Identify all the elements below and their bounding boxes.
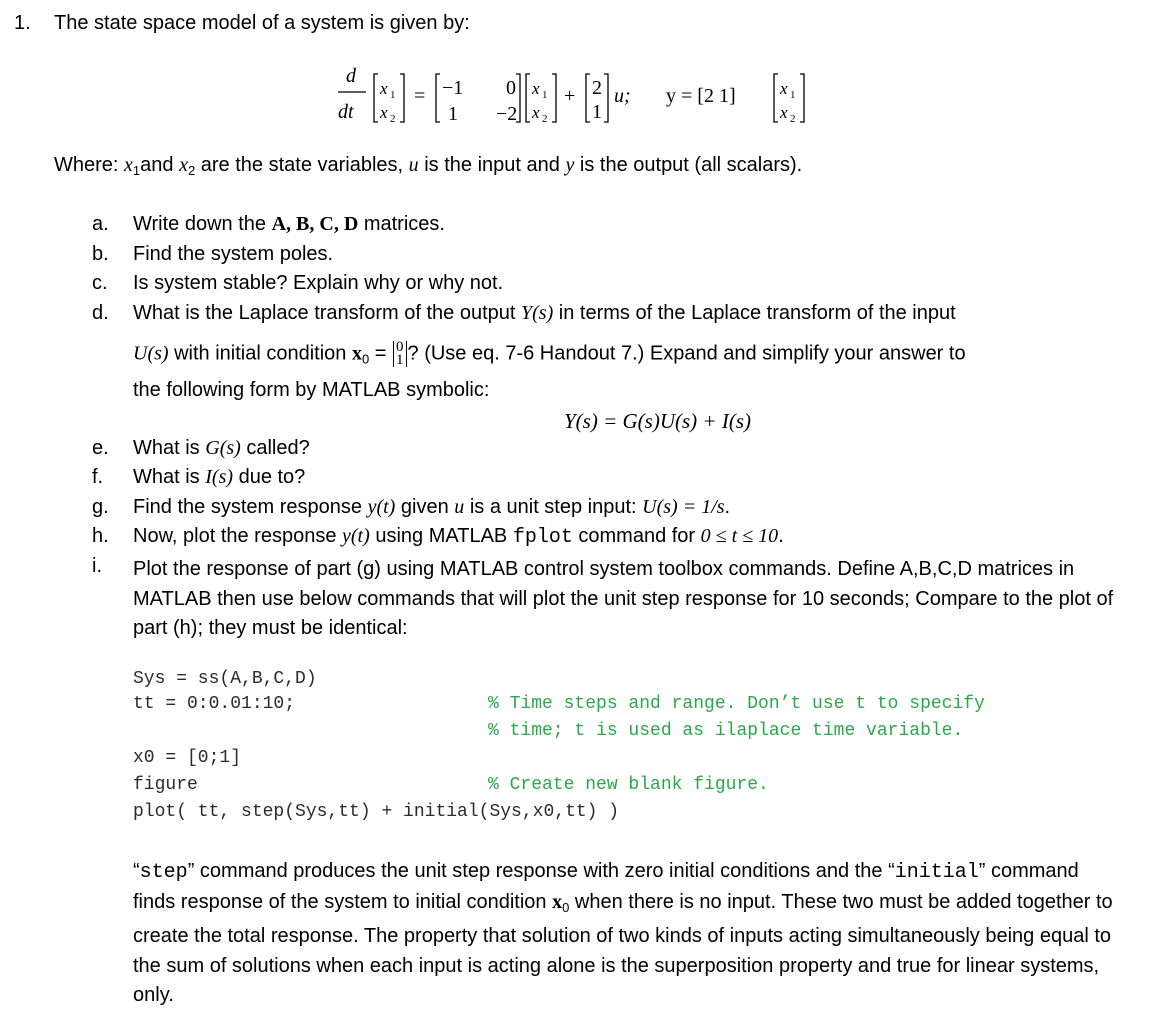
where-line: Where: $x_1and$ $x_2$ are the state variables, u is the input and y is the output (all scalars).	[54, 154, 803, 178]
item-d-letter: d.	[92, 302, 109, 324]
item-b-letter: b.	[92, 243, 109, 265]
item-g: Find the system response y(t) given u is a unit step input: U(s) = 1/s.	[133, 496, 731, 518]
svg-text:=: =	[414, 85, 426, 107]
svg-text:+: +	[564, 85, 576, 107]
closing-paragraph: “step” command produces the unit step response with zero initial conditions and the “initial” command finds response of the system to initial condition $x_0$ when there is no input. These two must be added together to create the total response. The property that solution of two kinds of inputs acting simultaneously being equal to the sum of solutions when each input is acting alone is the superposition property and true for linear systems, only.	[133, 860, 1113, 1006]
item-b: Find the system poles.	[133, 243, 334, 265]
svg-text:x: x	[532, 103, 540, 122]
item-h: Now, plot the response y(t) using MATLAB fplot command for 0 ≤ t ≤ 10.	[133, 525, 784, 549]
item-g-letter: g.	[92, 496, 109, 518]
code-line-3: x0 = [0;1]	[133, 748, 242, 768]
question-number: 1.	[14, 12, 31, 34]
svg-text:2: 2	[390, 113, 396, 125]
eq-a12: 0	[506, 77, 516, 99]
eq-a21: 1	[448, 103, 458, 125]
item-c: Is system stable? Explain why or why not.	[133, 272, 504, 294]
code-line-5: plot( tt, step(Sys,tt) + initial(Sys,x0,tt) )	[133, 802, 620, 822]
x0-vector: 0 1	[393, 341, 407, 367]
state-space-equation	[330, 60, 890, 130]
item-a: Write down the A, B, C, D matrices.	[133, 213, 445, 235]
eq-b2: 1	[592, 101, 602, 123]
eq-dt: dt	[338, 101, 354, 123]
eq-x1: x	[380, 79, 388, 98]
svg-text:1: 1	[542, 89, 548, 101]
code-comment-2b: % time; t is used as ilaplace time variable.	[488, 721, 964, 741]
code-comment-2a: % Time steps and range. Don’t use t to specify	[488, 694, 985, 714]
code-line-2: tt = 0:0.01:10;	[133, 694, 296, 714]
svg-text:x: x	[780, 103, 788, 122]
item-f: What is I(s) due to?	[133, 466, 306, 488]
eq-x2: x	[380, 103, 388, 122]
svg-text:2: 2	[542, 113, 548, 125]
item-e: What is G(s) called?	[133, 437, 310, 459]
item-i-letter: i.	[92, 555, 102, 577]
svg-text:x: x	[532, 79, 540, 98]
formula-Ys: Y(s) = G(s)U(s) + I(s)	[564, 409, 751, 433]
eq-a22: −2	[496, 103, 518, 125]
item-e-letter: e.	[92, 437, 109, 459]
svg-text:2: 2	[790, 113, 796, 125]
item-h-letter: h.	[92, 525, 109, 547]
eq-d: d	[346, 65, 356, 87]
item-c-letter: c.	[92, 272, 108, 294]
item-d-line2: U(s) with initial condition $x_0$ = 0 1 ? (Use eq. 7-6 Handout 7.) Expand and simplify your answer to	[133, 339, 966, 368]
eq-u: u;	[614, 85, 631, 107]
item-f-letter: f.	[92, 466, 104, 488]
code-line-1: Sys = ss(A,B,C,D)	[133, 669, 317, 689]
eq-y: y = [2 1]	[666, 85, 736, 107]
item-d-line1: What is the Laplace transform of the output Y(s) in terms of the Laplace transform of the input	[133, 302, 956, 324]
item-a-letter: a.	[92, 213, 109, 235]
question-title: The state space model of a system is given by:	[54, 12, 470, 34]
item-d-line3: the following form by MATLAB symbolic:	[133, 379, 490, 401]
code-comment-4: % Create new blank figure.	[488, 775, 769, 795]
svg-text:1: 1	[390, 89, 396, 101]
svg-text:x: x	[780, 79, 788, 98]
eq-a11: −1	[442, 77, 464, 99]
svg-text:1: 1	[790, 89, 796, 101]
eq-b1: 2	[592, 77, 602, 99]
code-line-4: figure	[133, 775, 198, 795]
item-i: Plot the response of part (g) using MATLAB control system toolbox commands. Define A,B,C,D matrices in MATLAB then use below commands that will plot the unit step response for 10 seconds; Compare to the plot of part (h); they must be identical:	[133, 558, 1114, 639]
